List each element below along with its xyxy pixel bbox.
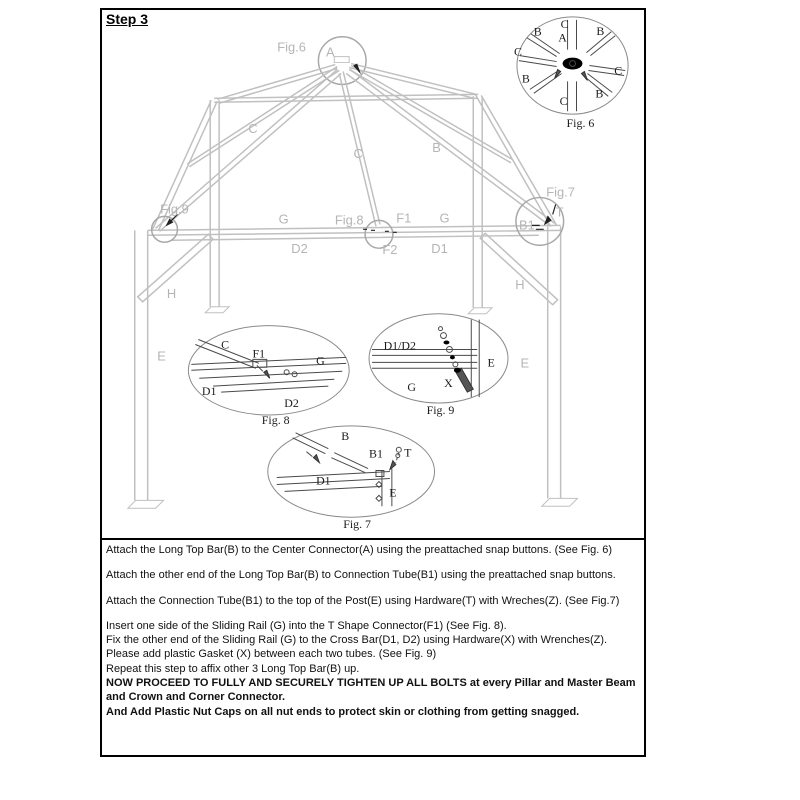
detail-figures	[188, 17, 628, 517]
diagram-label: C	[560, 16, 569, 31]
diagram-label: F1	[396, 210, 412, 226]
instruction-paragraph: Attach the other end of the Long Top Bar(B) to Connection Tube(B1) using the preattached snap buttons.	[106, 569, 616, 582]
diagram-label: C	[559, 94, 568, 109]
fig6-center-plate	[563, 58, 583, 70]
step-title: Step 3	[106, 11, 149, 27]
diagram-label: E	[389, 485, 397, 500]
diagram-label: B1	[518, 217, 535, 233]
diagram-label: G	[316, 353, 325, 368]
diagram-label: Fig. 7	[343, 517, 372, 532]
assembly-diagram	[102, 10, 644, 538]
diagram-label: B	[432, 139, 441, 155]
diagram-label: H	[515, 276, 525, 292]
instruction-paragraph: Please add plastic Gasket (X) between each two tubes. (See Fig. 9)	[106, 648, 437, 661]
post-back-left	[210, 100, 219, 306]
diagram-label: C	[248, 121, 258, 137]
post-front-left-foot	[128, 500, 164, 508]
diagram-label: E	[487, 355, 495, 370]
diagram-label: D1	[316, 473, 331, 488]
post-front-right-foot	[542, 498, 578, 506]
diagram-label: Fig. 9	[426, 402, 455, 417]
diagram-label: C	[353, 145, 363, 161]
diagram-label: C	[513, 44, 522, 59]
fig9-bolt-head	[454, 368, 461, 373]
fig9-washer-4	[450, 355, 455, 359]
fig7-detail	[268, 426, 435, 517]
instruction-paragraph: And Add Plastic Nut Caps on all nut ends to protect skin or clothing from getting snagged.	[106, 705, 580, 718]
diagram-label: Fig.8	[334, 212, 364, 228]
crown-connector	[334, 57, 349, 63]
instruction-paragraph: Repeat this step to affix other 3 Long Top Bar(B) up.	[106, 662, 360, 675]
instruction-paragraph: NOW PROCEED TO FULLY AND SECURELY TIGHTEN UP ALL BOLTS at every Pillar and Master Beam and Crown and Corner Connector.	[106, 677, 636, 704]
instruction-text-block	[102, 538, 644, 755]
diagram-label: A	[558, 30, 567, 45]
diagram-label: G	[439, 210, 450, 226]
diagram-label: D1	[201, 384, 217, 399]
post-front-left	[135, 230, 148, 500]
diagram-label: D1/D2	[383, 338, 417, 353]
diagram-label: C	[221, 337, 230, 352]
diagram-label: B	[521, 71, 530, 86]
diagram-label: T	[555, 204, 564, 220]
diagram-label: H	[166, 285, 177, 301]
diagram-label: Fig. 8	[261, 412, 290, 427]
roof-tube-right	[349, 66, 513, 163]
post-back-right-foot	[468, 308, 492, 314]
diagram-label: T	[404, 445, 412, 460]
diagram-label: D2	[284, 396, 299, 411]
diagram-label: B	[341, 428, 350, 443]
diagram-label: Fig.6	[277, 39, 306, 55]
diagram-label: D1	[431, 241, 448, 257]
diagram-label: B1	[369, 446, 383, 461]
instruction-paragraph: Insert one side of the Sliding Rail (G) into the T Shape Connector(F1) (See Fig. 8).	[106, 619, 507, 632]
diagram-label: B	[533, 24, 542, 39]
assembly-diagram-area	[102, 10, 644, 538]
diagram-label: G	[278, 211, 289, 227]
instruction-paragraph: Attach the Long Top Bar(B) to the Center Connector(A) using the preattached snap buttons. (See Fig. 6)	[106, 544, 613, 556]
diagram-label: F1	[252, 346, 266, 361]
diagram-label: Fig.9	[160, 201, 189, 217]
instruction-sheet	[100, 8, 646, 757]
post-front-right	[548, 226, 561, 498]
post-back-left-foot	[205, 307, 229, 313]
instruction-paragraph: Attach the Connection Tube(B1) to the top of the Post(E) using Hardware(T) with Wreches(Z). (See Fig.7)	[106, 594, 620, 607]
diagram-label: E	[157, 348, 166, 364]
diagram-label: Fig.7	[546, 184, 575, 200]
fig7-bubble	[268, 426, 435, 517]
instruction-paragraph: Fix the other end of the Sliding Rail (G) to the Cross Bar(D1, D2) using Hardware(X) with Wrenches(Z).	[106, 634, 608, 647]
diagram-label: A	[326, 44, 335, 60]
post-back-right	[473, 96, 482, 307]
fig9-gasket	[443, 341, 449, 345]
diagram-label: G	[407, 380, 417, 395]
diagram-label: X	[444, 376, 453, 391]
diagram-label: C	[614, 63, 623, 78]
diagram-label: B	[595, 86, 604, 101]
fig8-bubble	[188, 326, 349, 415]
diagram-label: F2	[382, 242, 398, 258]
diagram-label: Fig. 6	[566, 116, 595, 131]
fig8-detail	[188, 326, 349, 415]
diagram-label: E	[520, 355, 530, 371]
right-side-beam	[475, 94, 556, 226]
diagram-label: D2	[291, 241, 308, 257]
diagram-label: B	[596, 23, 605, 38]
